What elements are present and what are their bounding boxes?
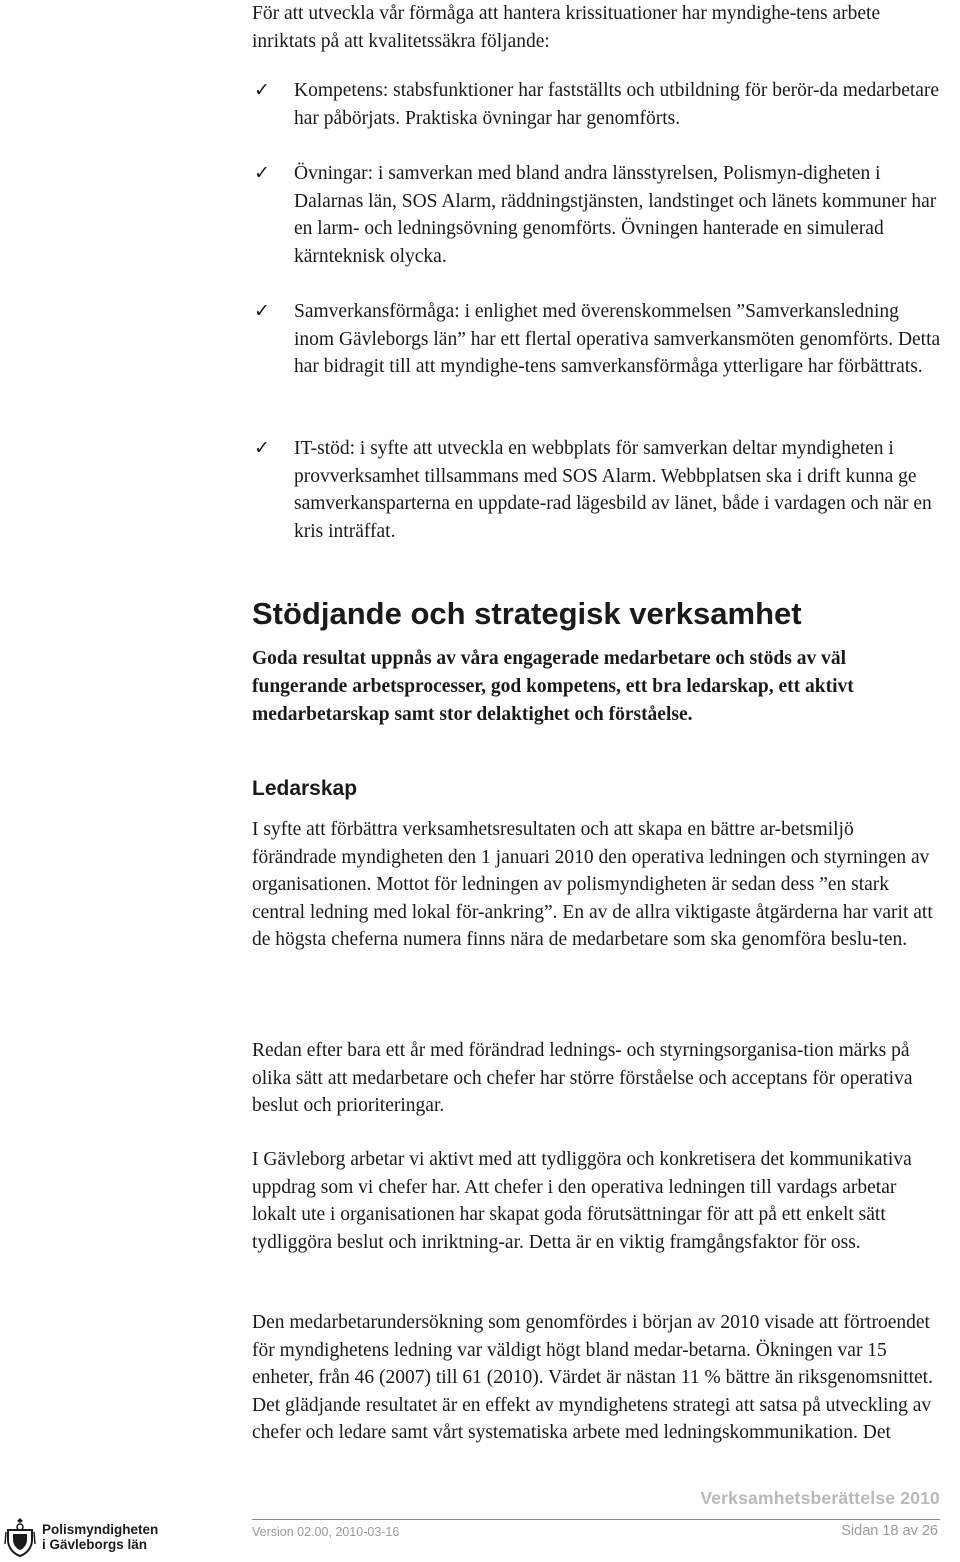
bullet-text: Samverkansförmåga: i enlighet med överenskommelsen ”Samverkansledning inom Gävleborgs län” har ett flertal operativa samverkansmöten genomförts. Detta har bidragit till att myndighe-tens samverkansförmåga ytterligare har förbättrats. xyxy=(294,301,941,378)
intro-paragraph: För att utveckla vår förmåga att hantera krissituationer har myndighe-tens arbete inriktats på att kvalitetssäkra följande: xyxy=(252,3,881,52)
police-emblem-icon xyxy=(4,1516,36,1558)
subsection-heading: Ledarskap xyxy=(252,777,358,800)
lead-paragraph: Goda resultat uppnås av våra engagerade medarbetare och stöds av väl fungerande arbetsprocesser, god kompetens, ett bra ledarskap, ett aktivt medarbetarskap samt stor delaktighet och förståelse. xyxy=(252,648,854,725)
bullet-text: IT-stöd: i syfte att utveckla en webbplats för samverkan deltar myndigheten i provverksamhet tillsammans med SOS Alarm. Webbplatsen ska i drift kunna ge samverkansparterna en uppdate-rad lägesbild av länet, både i vardagen och när en kris inträffat. xyxy=(294,438,932,542)
logo-line-1: Polismyndigheten xyxy=(42,1522,159,1537)
bullet-item xyxy=(254,160,944,270)
footer-version: Version 02.00, 2010-03-16 xyxy=(252,1525,400,1539)
bullet-item xyxy=(254,298,944,381)
body-paragraph: Den medarbetarundersökning som genomfördes i början av 2010 visade att förtroendet för myndighetens ledning var väldigt högt bland medar-betarna. Ökningen var 15 enheter, från 46 (2007) till 61 (2010). Värdet är nästan 11 % bättre än riksgenomsnittet. Det glädjande resultatet är en effekt av myndighetens strategi att satsa på utveckling av chefer och ledare samt vårt systematiska arbete med ledningskommunikation. Det xyxy=(252,1312,933,1444)
footer-page-number: Sidan 18 av 26 xyxy=(841,1523,938,1539)
checkmark-icon: ✓ xyxy=(254,300,270,322)
logo-text xyxy=(42,1522,158,1552)
bullet-text: Övningar: i samverkan med bland andra länsstyrelsen, Polismyn-digheten i Dalarnas län, SOS Alarm, räddningstjänsten, landstinget och länets kommuner har en larm- och ledningsövning genomförts. Övningen hanterade en simulerad kärnteknisk olycka. xyxy=(294,163,937,267)
bullet-item xyxy=(254,77,944,132)
police-logo xyxy=(4,1516,194,1558)
checkmark-icon: ✓ xyxy=(254,162,270,184)
checkmark-icon: ✓ xyxy=(254,79,270,101)
logo-line-2: i Gävleborgs län xyxy=(42,1537,148,1552)
body-paragraph: I syfte att förbättra verksamhetsresultaten och att skapa en bättre ar-betsmiljö förändrade myndigheten den 1 januari 2010 den operativa ledningen och styrningen av organisationen. Mottot för ledningen av polismyndigheten är sedan dess ”en stark central ledning med lokal för-ankring”. En av de allra viktigaste åtgärderna har varit att de högsta cheferna numera finns nära de medarbetare som ska genomföra beslu-ten. xyxy=(252,819,933,951)
bullet-item xyxy=(254,435,944,545)
body-paragraph: I Gävleborg arbetar vi aktivt med att tydliggöra och konkretisera det kommunikativa uppdrag som vi chefer har. Att chefer i den operativa ledningen till vardags arbetar lokalt ute i organisationen har skapat goda förutsättningar för att på ett enkelt sätt tydliggöra beslut och inriktning-ar. Detta är en viktig framgångsfaktor för oss. xyxy=(252,1149,912,1253)
footer-report-title: Verksamhetsberättelse 2010 xyxy=(700,1488,940,1508)
section-heading: Stödjande och strategisk verksamhet xyxy=(252,596,802,631)
bullet-text: Kompetens: stabsfunktioner har fastställts och utbildning för berör-da medarbetare har påbörjats. Praktiska övningar har genomförts. xyxy=(294,80,940,129)
body-paragraph: Redan efter bara ett år med förändrad lednings- och styrningsorganisa-tion märks på olika sätt att medarbetare och chefer har större förståelse och acceptans för operativa beslut och prioriteringar. xyxy=(252,1040,913,1117)
checkmark-icon: ✓ xyxy=(254,437,270,459)
footer-divider xyxy=(252,1519,940,1520)
